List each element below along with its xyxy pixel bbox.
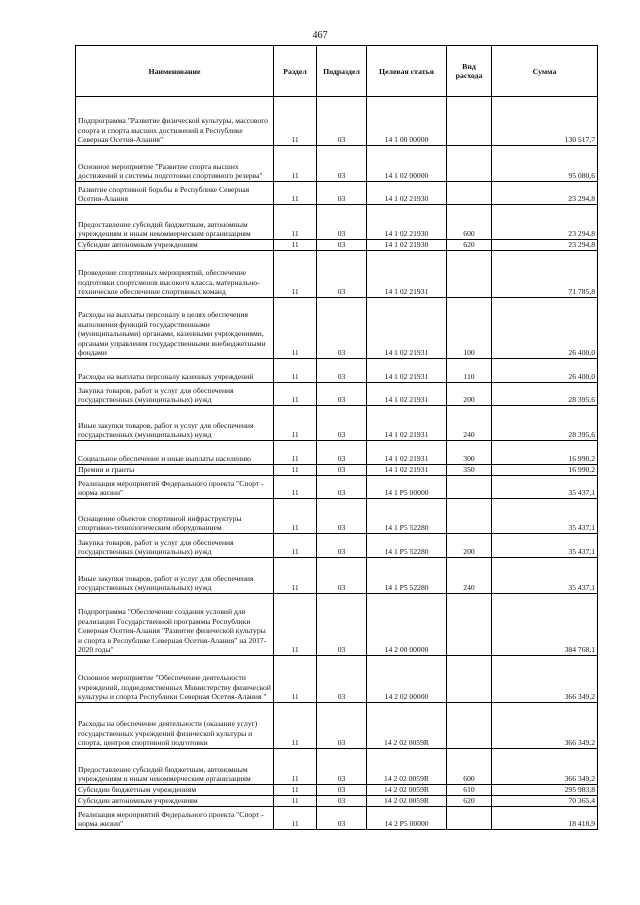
row-razdel: 11 bbox=[274, 807, 317, 830]
row-name: Субсидии автономным учреждениям bbox=[76, 796, 274, 807]
row-podrazdel: 03 bbox=[317, 251, 367, 298]
table-row bbox=[76, 785, 598, 796]
row-target: 14 1 P5 00000 bbox=[367, 476, 447, 499]
table-row bbox=[76, 465, 598, 476]
row-vid bbox=[447, 594, 492, 656]
table-row bbox=[76, 97, 598, 146]
table-header-row bbox=[76, 46, 598, 97]
row-vid bbox=[447, 182, 492, 205]
row-name: Развитие спортивной борьбы в Республике Северная Осетия-Алания bbox=[76, 182, 274, 205]
row-razdel: 11 bbox=[274, 534, 317, 558]
row-sum: 35 437,1 bbox=[492, 499, 598, 534]
row-sum: 26 400,0 bbox=[492, 298, 598, 359]
row-name: Иные закупки товаров, работ и услуг для обеспечения государственных (муниципальных) нужд bbox=[76, 558, 274, 594]
table-body bbox=[76, 97, 598, 830]
row-vid: 600 bbox=[447, 749, 492, 785]
header-target: Целевая статья bbox=[367, 46, 447, 97]
table-row bbox=[76, 749, 598, 785]
row-podrazdel: 03 bbox=[317, 594, 367, 656]
row-sum: 70 365,4 bbox=[492, 796, 598, 807]
row-sum: 35 437,1 bbox=[492, 534, 598, 558]
row-sum: 28 395,6 bbox=[492, 406, 598, 441]
row-vid bbox=[447, 476, 492, 499]
row-vid: 200 bbox=[447, 383, 492, 406]
table-row bbox=[76, 594, 598, 656]
row-podrazdel: 03 bbox=[317, 476, 367, 499]
row-podrazdel: 03 bbox=[317, 785, 367, 796]
row-razdel: 11 bbox=[274, 383, 317, 406]
row-target: 14 2 02 00000 bbox=[367, 656, 447, 703]
row-sum: 366 349,2 bbox=[492, 656, 598, 703]
table-row bbox=[76, 146, 598, 182]
row-name: Оснащение объектов спортивной инфраструктуры спортивно-технологическим оборудованием bbox=[76, 499, 274, 534]
row-podrazdel: 03 bbox=[317, 534, 367, 558]
row-target: 14 1 P5 52280 bbox=[367, 534, 447, 558]
row-sum: 130 517,7 bbox=[492, 97, 598, 146]
row-sum: 295 983,8 bbox=[492, 785, 598, 796]
row-razdel: 11 bbox=[274, 558, 317, 594]
row-target: 14 1 P5 52280 bbox=[367, 558, 447, 594]
row-podrazdel: 03 bbox=[317, 205, 367, 240]
row-podrazdel: 03 bbox=[317, 499, 367, 534]
row-razdel: 11 bbox=[274, 476, 317, 499]
row-vid bbox=[447, 251, 492, 298]
row-razdel: 11 bbox=[274, 656, 317, 703]
table-row bbox=[76, 796, 598, 807]
table-row bbox=[76, 703, 598, 749]
row-sum: 16 990,2 bbox=[492, 465, 598, 476]
row-vid: 600 bbox=[447, 205, 492, 240]
row-sum: 35 437,1 bbox=[492, 476, 598, 499]
row-razdel: 11 bbox=[274, 796, 317, 807]
table-row bbox=[76, 558, 598, 594]
row-name: Субсидии бюджетным учреждениям bbox=[76, 785, 274, 796]
table-row bbox=[76, 534, 598, 558]
table-row bbox=[76, 251, 598, 298]
row-name: Расходы на выплаты персоналу в целях обеспечения выполнения функций государственными (муниципальными) органами, казенными учреждениями, органами управления государственными внебюджетными фондами bbox=[76, 298, 274, 359]
row-podrazdel: 03 bbox=[317, 182, 367, 205]
row-target: 14 1 02 00000 bbox=[367, 146, 447, 182]
table-row bbox=[76, 656, 598, 703]
row-vid bbox=[447, 146, 492, 182]
row-razdel: 11 bbox=[274, 146, 317, 182]
row-name: Предоставление субсидий бюджетным, автономным учреждениям и иным некоммерческим организациям bbox=[76, 205, 274, 240]
row-podrazdel: 03 bbox=[317, 359, 367, 383]
table-row bbox=[76, 240, 598, 251]
header-name: Наименование bbox=[76, 46, 274, 97]
row-vid: 240 bbox=[447, 406, 492, 441]
row-podrazdel: 03 bbox=[317, 656, 367, 703]
table-row bbox=[76, 205, 598, 240]
row-target: 14 1 02 21930 bbox=[367, 182, 447, 205]
header-razdel: Раздел bbox=[274, 46, 317, 97]
row-target: 14 2 02 0059R bbox=[367, 785, 447, 796]
row-name: Основное мероприятие "Развитие спорта высших достижений и системы подготовки спортивного резерва" bbox=[76, 146, 274, 182]
row-razdel: 11 bbox=[274, 499, 317, 534]
row-vid: 100 bbox=[447, 298, 492, 359]
row-sum: 366 349,2 bbox=[492, 703, 598, 749]
row-razdel: 11 bbox=[274, 359, 317, 383]
header-vid: Вид расхода bbox=[447, 46, 492, 97]
row-podrazdel: 03 bbox=[317, 796, 367, 807]
row-razdel: 11 bbox=[274, 182, 317, 205]
row-sum: 28 395,6 bbox=[492, 383, 598, 406]
row-name: Реализация мероприятий Федерального проекта "Спорт - норма жизни" bbox=[76, 807, 274, 830]
row-name: Субсидии автономным учреждениям bbox=[76, 240, 274, 251]
row-name: Расходы на обеспечение деятельности (оказание услуг) государственных учреждений физической культуры и спорта, центров спортивной подготовки bbox=[76, 703, 274, 749]
table-row bbox=[76, 298, 598, 359]
row-target: 14 1 02 21930 bbox=[367, 205, 447, 240]
row-podrazdel: 03 bbox=[317, 441, 367, 465]
row-name: Расходы на выплаты персоналу казенных учреждений bbox=[76, 359, 274, 383]
row-vid: 620 bbox=[447, 240, 492, 251]
row-vid: 350 bbox=[447, 465, 492, 476]
row-name: Закупка товаров, работ и услуг для обеспечения государственных (муниципальных) нужд bbox=[76, 383, 274, 406]
row-vid bbox=[447, 807, 492, 830]
row-podrazdel: 03 bbox=[317, 807, 367, 830]
row-razdel: 11 bbox=[274, 205, 317, 240]
row-name: Закупка товаров, работ и услуг для обеспечения государственных (муниципальных) нужд bbox=[76, 534, 274, 558]
row-name: Реализация мероприятий Федерального проекта "Спорт - норма жизни" bbox=[76, 476, 274, 499]
row-target: 14 2 02 0059R bbox=[367, 796, 447, 807]
row-vid bbox=[447, 97, 492, 146]
row-name: Подпрограмма "Развитие физической культуры, массового спорта и спорта высших достижений в Республике Северная Осетия-Алания" bbox=[76, 97, 274, 146]
row-target: 14 1 P5 52280 bbox=[367, 499, 447, 534]
header-podrazdel: Подраздел bbox=[317, 46, 367, 97]
row-razdel: 11 bbox=[274, 240, 317, 251]
row-vid: 620 bbox=[447, 796, 492, 807]
page-number: 467 bbox=[312, 30, 328, 41]
table-row bbox=[76, 476, 598, 499]
row-razdel: 11 bbox=[274, 749, 317, 785]
row-vid: 610 bbox=[447, 785, 492, 796]
row-podrazdel: 03 bbox=[317, 146, 367, 182]
row-sum: 35 437,1 bbox=[492, 558, 598, 594]
row-sum: 23 294,8 bbox=[492, 240, 598, 251]
row-podrazdel: 03 bbox=[317, 749, 367, 785]
row-podrazdel: 03 bbox=[317, 406, 367, 441]
row-vid: 110 bbox=[447, 359, 492, 383]
row-sum: 71 785,8 bbox=[492, 251, 598, 298]
row-sum: 18 418,9 bbox=[492, 807, 598, 830]
budget-table bbox=[75, 45, 598, 830]
table-row bbox=[76, 406, 598, 441]
row-name: Проведение спортивных мероприятий, обеспечение подготовки спортсменов высокого класса, материально-техническое обеспечение спортивных команд bbox=[76, 251, 274, 298]
row-name: Иные закупки товаров, работ и услуг для обеспечения государственных (муниципальных) нужд bbox=[76, 406, 274, 441]
table-row bbox=[76, 383, 598, 406]
row-vid bbox=[447, 656, 492, 703]
table-row bbox=[76, 182, 598, 205]
row-razdel: 11 bbox=[274, 703, 317, 749]
row-sum: 23 294,8 bbox=[492, 182, 598, 205]
row-target: 14 1 02 21931 bbox=[367, 465, 447, 476]
row-razdel: 11 bbox=[274, 465, 317, 476]
row-name: Премии и гранты bbox=[76, 465, 274, 476]
row-podrazdel: 03 bbox=[317, 97, 367, 146]
row-sum: 26 400,0 bbox=[492, 359, 598, 383]
row-target: 14 2 02 0059R bbox=[367, 749, 447, 785]
row-podrazdel: 03 bbox=[317, 383, 367, 406]
row-razdel: 11 bbox=[274, 406, 317, 441]
table-row bbox=[76, 441, 598, 465]
table-row bbox=[76, 499, 598, 534]
row-razdel: 11 bbox=[274, 298, 317, 359]
row-target: 14 1 02 21931 bbox=[367, 298, 447, 359]
row-target: 14 1 02 21931 bbox=[367, 441, 447, 465]
row-target: 14 1 02 21930 bbox=[367, 240, 447, 251]
row-sum: 366 349,2 bbox=[492, 749, 598, 785]
row-sum: 23 294,8 bbox=[492, 205, 598, 240]
row-target: 14 2 P5 00000 bbox=[367, 807, 447, 830]
row-name: Предоставление субсидий бюджетным, автономным учреждениям и иным некоммерческим организациям bbox=[76, 749, 274, 785]
row-target: 14 1 02 21931 bbox=[367, 383, 447, 406]
row-sum: 16 990,2 bbox=[492, 441, 598, 465]
row-razdel: 11 bbox=[274, 785, 317, 796]
row-vid: 200 bbox=[447, 534, 492, 558]
row-razdel: 11 bbox=[274, 97, 317, 146]
row-razdel: 11 bbox=[274, 441, 317, 465]
row-sum: 95 080,6 bbox=[492, 146, 598, 182]
row-name: Основное мероприятие "Обеспечение деятельности учреждений, подведомственных Министерству физической культуры и спорта Республики Северная Осетия-Алания " bbox=[76, 656, 274, 703]
row-podrazdel: 03 bbox=[317, 240, 367, 251]
row-sum: 384 768,1 bbox=[492, 594, 598, 656]
row-vid: 300 bbox=[447, 441, 492, 465]
row-razdel: 11 bbox=[274, 251, 317, 298]
row-razdel: 11 bbox=[274, 594, 317, 656]
row-name: Подпрограмма "Обеспечение создания условий для реализации Государственной программы Республики Северная Осетия-Алания "Развитие физической культуры и спорта в Республике Северная Осетия-Алания" на 2017-2020 годы" bbox=[76, 594, 274, 656]
row-vid: 240 bbox=[447, 558, 492, 594]
row-target: 14 1 02 21931 bbox=[367, 251, 447, 298]
row-target: 14 1 00 00000 bbox=[367, 97, 447, 146]
row-podrazdel: 03 bbox=[317, 298, 367, 359]
row-podrazdel: 03 bbox=[317, 465, 367, 476]
row-target: 14 1 02 21931 bbox=[367, 359, 447, 383]
row-podrazdel: 03 bbox=[317, 703, 367, 749]
table-row bbox=[76, 359, 598, 383]
row-target: 14 1 02 21931 bbox=[367, 406, 447, 441]
row-vid bbox=[447, 703, 492, 749]
row-target: 14 2 00 00000 bbox=[367, 594, 447, 656]
row-podrazdel: 03 bbox=[317, 558, 367, 594]
table-row bbox=[76, 807, 598, 830]
row-target: 14 2 02 0059R bbox=[367, 703, 447, 749]
header-sum: Сумма bbox=[492, 46, 598, 97]
row-vid bbox=[447, 499, 492, 534]
row-name: Социальное обеспечение и иные выплаты населению bbox=[76, 441, 274, 465]
